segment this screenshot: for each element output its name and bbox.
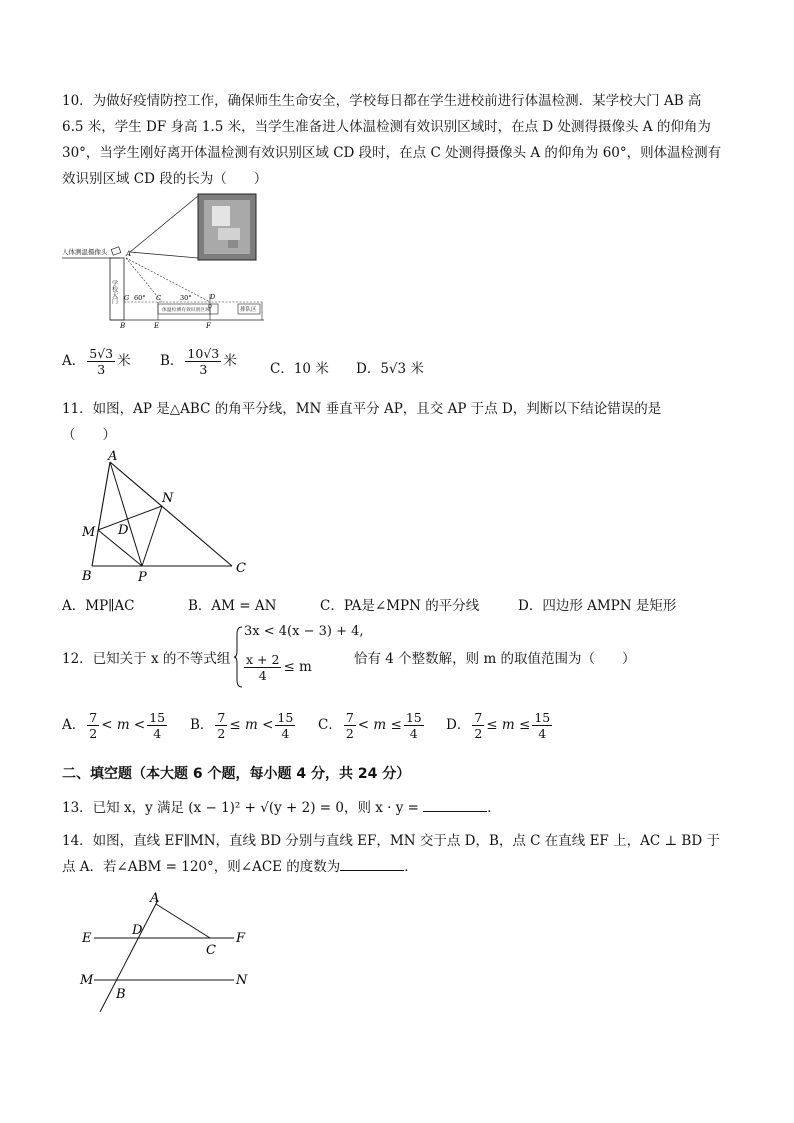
q10-line-2: 6.5 米，学生 DF 身高 1.5 米，当学生准备进人体温检测有效识别区域时，在点 D 处测得摄像头 A 的仰角为 [62, 119, 711, 135]
svg-text:C: C [236, 561, 246, 576]
system-inequality-1: 3x < 4(x − 3) + 4, [244, 624, 364, 639]
segment-ac [156, 904, 210, 938]
angle-30: 30° [180, 294, 192, 302]
q11-line-2: （ ） [62, 427, 116, 443]
svg-text:A: A [126, 250, 132, 258]
q14-figure [80, 891, 255, 1016]
q12-option-c[interactable]: C． $\frac{7}{2}$ < m ≤ $\frac{15}{4}$ [318, 710, 422, 741]
q10-option-c[interactable]: C．10 米 [270, 361, 329, 377]
q14-line-2: 点 A．若∠ABM = 120°，则∠ACE 的度数为 [62, 859, 341, 875]
queue-label: 排队区 [240, 307, 257, 313]
q11-line-1: 11．如图，AP 是△ABC 的角平分线，MN 垂直平分 AP，且交 AP 于点 D，判断以下结论错误的是 [62, 401, 662, 417]
system-inequality-2: $\frac{x + 2}{4}$ ≤ m [246, 652, 312, 683]
svg-text:N: N [236, 973, 248, 988]
q10-line-4: 效识别区域 CD 段的长为（ ） [62, 171, 268, 187]
q10-figure [62, 192, 272, 328]
q14-line-1: 14．如图，直线 EF∥MN，直线 BD 分别与直线 EF，MN 交于点 D，B，点 C 在直线 EF 上，AC ⊥ BD 于 [62, 833, 720, 849]
svg-text:B: B [82, 569, 92, 584]
svg-text:B: B [116, 987, 126, 1002]
q12-option-b[interactable]: B． $\frac{7}{2}$ ≤ m < $\frac{15}{4}$ [190, 710, 294, 741]
q10-option-a[interactable]: A． $\frac{5√3}{3}$ 米 [62, 346, 131, 377]
section-2-heading: 二、填空题（本大题 6 个题，每小题 4 分，共 24 分） [62, 766, 411, 782]
svg-text:D: D [210, 293, 216, 301]
segment-ap [110, 462, 142, 566]
side-ac [110, 462, 232, 566]
svg-text:E: E [154, 322, 160, 330]
svg-text:C: C [206, 943, 216, 958]
q11-option-b[interactable]: B．AM = AN [188, 598, 277, 614]
q12-prefix: 12．已知关于 x 的不等式组 [62, 651, 231, 667]
q12-option-a[interactable]: A． $\frac{7}{2}$ < m < $\frac{15}{4}$ [62, 710, 166, 741]
svg-text:G: G [124, 294, 130, 302]
line-bd [100, 900, 158, 1012]
segment-np [142, 506, 162, 566]
q12-option-d[interactable]: D． $\frac{7}{2}$ ≤ m ≤ $\frac{15}{4}$ [446, 710, 551, 741]
question-14: 14．如图，直线 EF∥MN，直线 BD 分别与直线 EF，MN 交于点 D，B，点 C 在直线 EF 上，AC ⊥ BD 于 点 A．若∠ABM = 120°，则∠ACE 的度数为 ． [62, 828, 742, 880]
q10-option-d[interactable]: D．5√3 米 [356, 361, 424, 377]
svg-text:M: M [80, 973, 94, 988]
svg-text:F: F [206, 322, 211, 330]
q10-option-b[interactable]: B． $\frac{10√3}{3}$ 米 [160, 346, 237, 377]
question-13: 13．已知 x，y 满足 (x − 1)² + √(y + 2) = 0，则 x · y = ． [62, 796, 501, 816]
svg-text:N: N [162, 491, 174, 506]
q11-option-c[interactable]: C．PA是∠MPN 的平分线 [320, 598, 480, 614]
svg-text:M: M [82, 525, 96, 540]
q11-option-a[interactable]: A．MP∥AC [62, 598, 135, 614]
zone-label: 体温检测有效识别区域 [162, 308, 210, 313]
svg-text:C: C [156, 294, 161, 302]
svg-text:B: B [120, 322, 126, 330]
svg-text:E: E [82, 931, 92, 946]
svg-text:A: A [108, 449, 118, 464]
q10-line-3: 30°，当学生刚好离开体温检测有效识别区域 CD 段时，在点 C 处测得摄像头 A 的仰角为 60°，则体温检测有 [62, 145, 722, 161]
camera-label: 人体测温摄像头 [62, 248, 108, 256]
svg-text:P: P [138, 570, 147, 585]
q14-answer-blank[interactable] [340, 856, 404, 871]
question-10 [62, 88, 742, 192]
q11-figure [80, 450, 255, 585]
svg-text:D: D [132, 923, 143, 938]
svg-text:D: D [118, 523, 129, 538]
svg-text:A: A [150, 891, 160, 906]
side-ab [92, 462, 110, 566]
q13-answer-blank[interactable] [423, 797, 487, 812]
question-11 [62, 396, 742, 448]
gate-label: 学校大门 [110, 280, 118, 304]
angle-60: 60° [134, 294, 146, 302]
q10-line-1: 10．为做好疫情防控工作，确保师生生命安全，学校每日都在学生进校前进行体温检测．某学校大门 AB 高 [62, 93, 702, 109]
q12-suffix: 恰有 4 个整数解，则 m 的取值范围为（ ） [354, 651, 636, 667]
q11-option-d[interactable]: D．四边形 AMPN 是矩形 [518, 598, 677, 614]
svg-text:F: F [236, 931, 246, 946]
